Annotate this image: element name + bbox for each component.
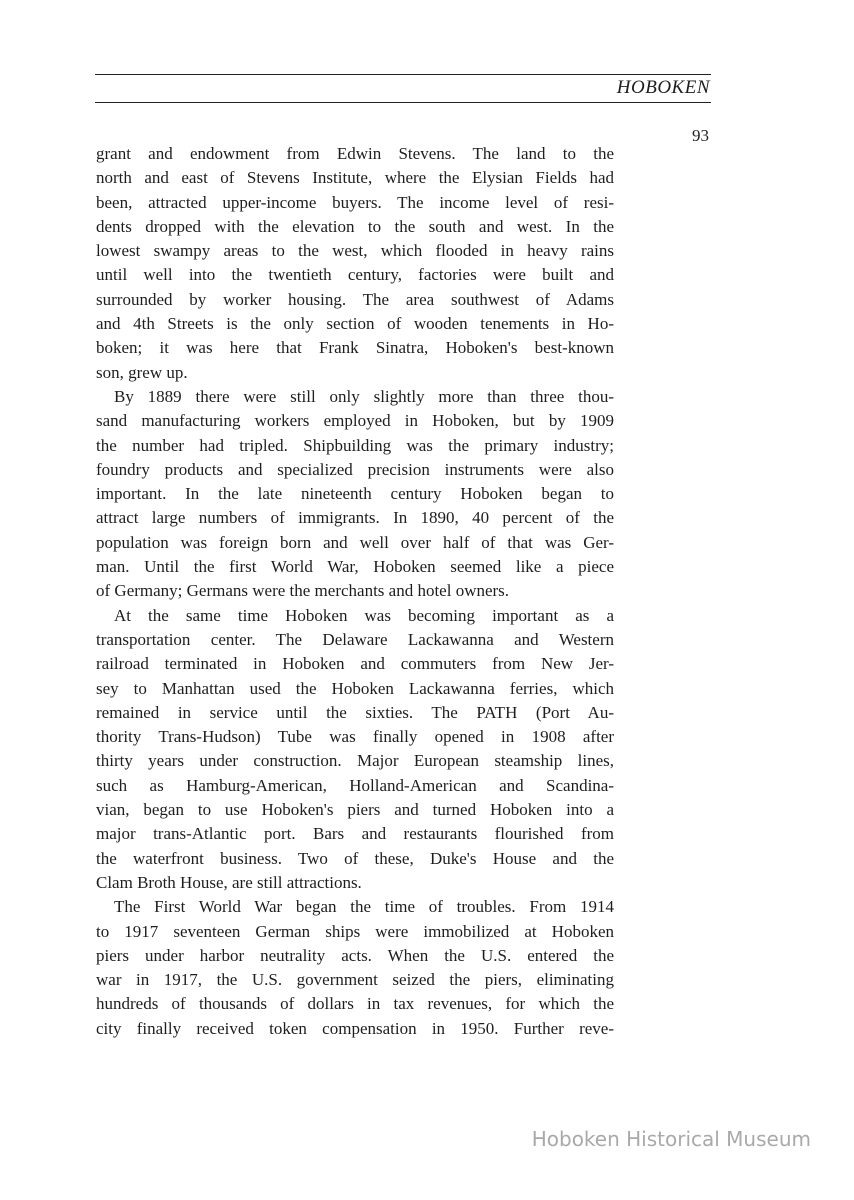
text-line: man. Until the first World War, Hoboken seemed like a piece xyxy=(96,557,614,577)
header-rule-top xyxy=(95,74,711,75)
text-line: piers under harbor neutrality acts. When the U.S. entered the xyxy=(96,945,614,965)
paragraph xyxy=(96,142,614,385)
text-line: thority Trans-Hudson) Tube was finally opened in 1908 after xyxy=(96,727,614,747)
text-line: The First World War began the time of troubles. From 1914 xyxy=(114,897,614,917)
paragraph xyxy=(96,895,614,1041)
text-line: boken; it was here that Frank Sinatra, Hoboken's best-known xyxy=(96,338,614,358)
text-line: sey to Manhattan used the Hoboken Lackawanna ferries, which xyxy=(96,678,614,698)
text-line: sand manufacturing workers employed in Hoboken, but by 1909 xyxy=(96,411,614,431)
text-line: hundreds of thousands of dollars in tax revenues, for which the xyxy=(96,994,614,1014)
text-line: the number had tripled. Shipbuilding was the primary industry; xyxy=(96,435,614,455)
text-line: vian, began to use Hoboken's piers and turned Hoboken into a xyxy=(96,800,614,820)
watermark: Hoboken Historical Museum xyxy=(531,1127,811,1151)
text-line: grant and endowment from Edwin Stevens. The land to the xyxy=(96,144,614,163)
text-line: thirty years under construction. Major European steamship lines, xyxy=(96,751,614,771)
text-line: remained in service until the sixties. The PATH (Port Au- xyxy=(96,702,614,722)
text-line: railroad terminated in Hoboken and commuters from New Jer- xyxy=(96,654,614,674)
page-number: 93 xyxy=(692,126,709,145)
paragraph xyxy=(96,604,614,896)
header-rule-bottom xyxy=(95,102,711,103)
text-line: until well into the twentieth century, factories were built and xyxy=(96,265,614,285)
text-line: war in 1917, the U.S. government seized the piers, eliminating xyxy=(96,970,614,990)
text-line: such as Hamburg-American, Holland-American and Scandina- xyxy=(96,775,614,795)
text-line: the waterfront business. Two of these, Duke's House and the xyxy=(96,848,614,868)
text-line: lowest swampy areas to the west, which flooded in heavy rains xyxy=(96,241,614,261)
text-line: city finally received token compensation in 1950. Further reve- xyxy=(96,1018,614,1038)
text-line: to 1917 seventeen German ships were immobilized at Hoboken xyxy=(96,921,614,941)
text-line: dents dropped with the elevation to the south and west. In the xyxy=(96,216,614,236)
text-line: and 4th Streets is the only section of wooden tenements in Ho- xyxy=(96,314,614,334)
text-line: son, grew up. xyxy=(96,362,188,382)
text-line: important. In the late nineteenth century Hoboken began to xyxy=(96,484,614,504)
text-line: attract large numbers of immigrants. In 1890, 40 percent of the xyxy=(96,508,614,528)
text-line: been, attracted upper-income buyers. The income level of resi- xyxy=(96,192,614,212)
text-line: surrounded by worker housing. The area southwest of Adams xyxy=(96,289,614,309)
text-line: population was foreign born and well over half of that was Ger- xyxy=(96,532,614,552)
paragraph xyxy=(96,385,614,604)
text-line: of Germany; Germans were the merchants and hotel owners. xyxy=(96,581,510,601)
text-line: major trans-Atlantic port. Bars and restaurants flourished from xyxy=(96,824,614,844)
text-line: north and east of Stevens Institute, where the Elysian Fields had xyxy=(96,168,614,188)
text-line: By 1889 there were still only slightly more than three thou- xyxy=(114,386,614,406)
text-line: At the same time Hoboken was becoming important as a xyxy=(114,605,614,625)
body-text xyxy=(96,142,614,1041)
text-line: Clam Broth House, are still attractions. xyxy=(96,872,362,892)
text-line: transportation center. The Delaware Lackawanna and Western xyxy=(96,629,614,649)
running-head: HOBOKEN xyxy=(616,77,710,98)
text-line: foundry products and specialized precision instruments were also xyxy=(96,459,614,479)
